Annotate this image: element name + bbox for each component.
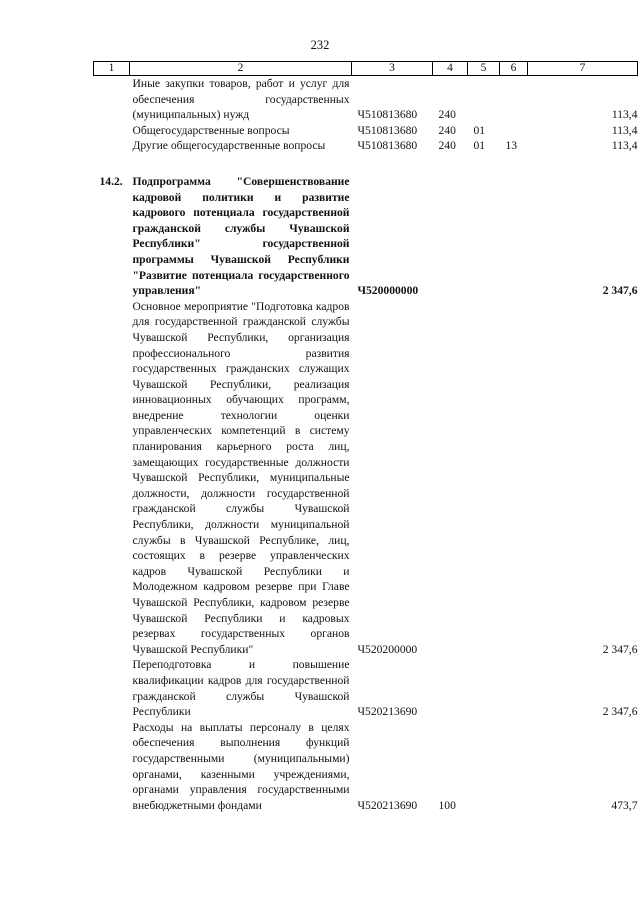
row-amount: 2 347,6 [602,642,638,656]
table-row [94,138,638,154]
row-number [94,76,130,123]
row-amount: 473,7 [611,798,638,812]
row-amount: 2 347,6 [602,705,638,719]
spacer-row [94,154,638,174]
row-subsection [500,76,528,123]
row-number: 14.2. [99,174,123,188]
row-section: 01 [473,139,486,153]
row-target-code: Ч510813680 [357,108,418,122]
row-number [94,299,130,658]
row-section [468,299,500,658]
row-section [468,174,500,299]
row-name: Другие общегосударственные вопросы [132,139,326,153]
row-amount: 113,4 [611,139,638,153]
row-expense-type: 240 [438,139,456,153]
table-row [94,720,638,814]
row-expense-type [433,174,468,299]
row-number [94,720,130,814]
row-subsection [500,174,528,299]
row-name: Расходы на выплаты персоналу в целях обеспечения выполнения функций государственными (муниципальными) органами, казенными учреждениями, органами управления государственными внебюджетными фондами [132,720,350,812]
row-number [94,138,130,154]
header-col-5: 5 [468,62,500,76]
row-number [94,123,130,139]
table-row [94,76,638,123]
row-target-code: Ч520213690 [357,798,418,812]
page-number: 232 [310,38,330,52]
row-amount: 113,4 [611,108,638,122]
row-expense-type: 240 [438,123,456,137]
header-col-6: 6 [500,62,528,76]
row-section [468,720,500,814]
row-target-code: Ч520000000 [357,284,419,298]
row-name: Иные закупки товаров, работ и услуг для обеспечения государственных (муниципальных) нужд [132,77,350,122]
row-section: 01 [473,123,486,137]
row-subsection [500,657,528,719]
header-col-2: 2 [130,62,352,76]
table-row [94,299,638,658]
header-col-7: 7 [528,62,638,76]
header-row [94,62,638,76]
row-section [468,657,500,719]
table-row [94,123,638,139]
row-target-code: Ч510813680 [357,123,418,137]
row-amount: 2 347,6 [602,284,638,298]
budget-table [93,61,638,813]
row-expense-type: 240 [438,108,456,122]
row-subsection [500,123,528,139]
row-name: Переподготовка и повышение квалификации кадров для государственной гражданской службы Чувашской Республики [132,658,350,719]
row-target-code: Ч520213690 [357,705,418,719]
table-row [94,174,638,299]
header-col-4: 4 [433,62,468,76]
row-expense-type [433,657,468,719]
row-subsection: 13 [505,139,518,153]
row-name: Общегосударственные вопросы [132,123,290,137]
row-number [94,657,130,719]
row-amount: 113,4 [611,123,638,137]
row-subsection [500,720,528,814]
header-col-3: 3 [352,62,433,76]
spacer-cell [94,154,638,174]
row-subsection [500,299,528,658]
row-expense-type: 100 [438,798,456,812]
header-col-1: 1 [94,62,130,76]
row-section [468,76,500,123]
row-target-code: Ч520200000 [357,642,418,656]
row-name: Основное мероприятие "Подготовка кадров для государственной гражданской службы Чувашской Республики, организация профессионального развития государственных гражданских служащих Чувашской Республики, реализация инновационных обучающих программ, внедрение технологии оценки управленческих компетенций в систему планирования карьерного роста лиц, замещающих государственные должности Чувашской Республики, муниципальные должности, должности государственной гражданской службы Чувашской Республики, должности муниципальной службы в Чувашской Республике, лиц, состоящих в резерве управленческих кадров Чувашской Республики и Молодежном кадровом резерве при Главе Чувашской Республики, кадровом резерве Чувашской Республики и кадровых резервах государственных органов Чувашской Республики" [132,299,350,656]
table-row [94,657,638,719]
row-expense-type [433,299,468,658]
row-target-code: Ч510813680 [357,139,418,153]
row-name: Подпрограмма "Совершенствование кадровой политики и развитие кадрового потенциала государственной гражданской службы Чувашской Республики" государственной программы Чувашской Республики "Развитие потенциала государственного управления" [132,174,350,298]
